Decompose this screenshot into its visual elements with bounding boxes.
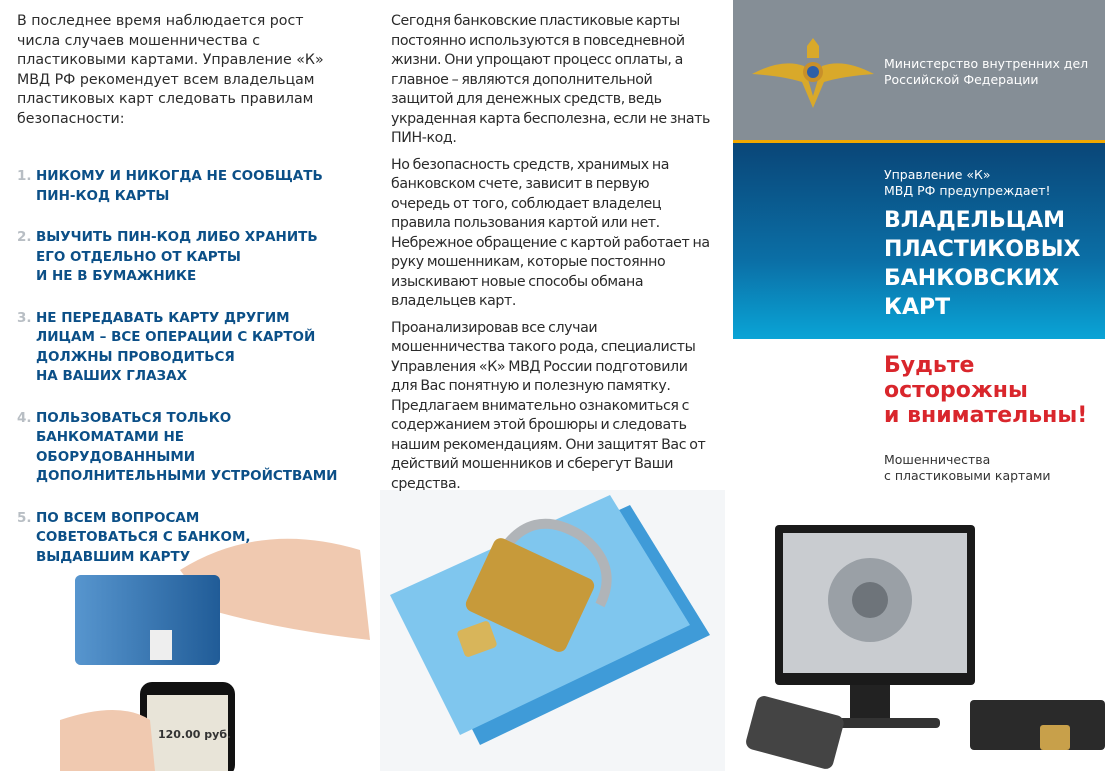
paragraph: Но безопасность средств, хранимых на банковском счете, зависит в первую очередь от того, соблюдает владелец правила пользования картой или нет. Небрежное обращение с картой работает на руку мошенникам, которые постоянно изыскивают новые способы обмана владельцев карт. bbox=[391, 156, 710, 309]
computer-safe-image bbox=[740, 520, 1105, 771]
rule-text: НЕ ПЕРЕДАВАТЬ КАРТУ ДРУГИМ ЛИЦАМ – ВСЕ ОПЕРАЦИИ С КАРТОЙ ДОЛЖНЫ ПРОВОДИТЬСЯ НА ВАШИХ ГЛАЗАХ bbox=[36, 309, 316, 384]
rule-text: ПОЛЬЗОВАТЬСЯ ТОЛЬКО БАНКОМАТАМИ НЕ ОБОРУДОВАННЫМИ ДОПОЛНИТЕЛЬНЫМИ УСТРОЙСТВАМИ bbox=[35, 409, 338, 484]
rule-text: ВЫУЧИТЬ ПИН-КОД ЛИБО ХРАНИТЬ ЕГО ОТДЕЛЬНО ОТ КАРТЫ И НЕ В БУМАЖНИКЕ bbox=[36, 229, 318, 284]
slogan: Будьте осторожны и внимательны! bbox=[884, 353, 1088, 428]
cover-subtitle: Мошенничества с пластиковыми картами bbox=[884, 452, 1051, 483]
rule-number: 4. bbox=[17, 409, 32, 426]
ministry-name: Министерство внутренних дел Российской Федерации bbox=[884, 56, 1089, 87]
paragraph: Проанализировав все случаи мошенничества такого рода, специалисты Управления «К» МВД России подготовили для Вас понятную и полезную памятку. Предлагаем внимательно ознакомиться с содержанием этой брошюры и следовать нашим рекомендациям. Они защитят Вас от действий мошенников и сберегут Ваши средства. bbox=[391, 319, 706, 492]
cover-title: ВЛАДЕЛЬЦАМ ПЛАСТИКОВЫХ БАНКОВСКИХ КАРТ bbox=[884, 208, 1081, 320]
mvd-emblem-icon bbox=[752, 36, 874, 108]
rule-item bbox=[17, 509, 347, 568]
rule-text: НИКОМУ И НИКОГДА НЕ СООБЩАТЬ ПИН-КОД КАРТЫ bbox=[36, 168, 323, 204]
warning-text: Управление «К» МВД РФ предупреждает! bbox=[884, 167, 1051, 198]
locked-cards-image bbox=[380, 490, 725, 771]
rule-number: 5. bbox=[17, 509, 32, 526]
rule-number: 2. bbox=[17, 229, 32, 245]
rule-item bbox=[17, 309, 347, 387]
intro-text: В последнее время наблюдается рост числа случаев мошенничества с пластиковыми картами. Управление «К» МВД РФ рекомендует всем владельцам пластиковых карт следовать правилам безопасности: bbox=[17, 13, 324, 127]
rule-text: ПО ВСЕМ ВОПРОСАМ СОВЕТОВАТЬСЯ С БАНКОМ, ВЫДАВШИМ КАРТУ bbox=[36, 509, 251, 565]
rule-item bbox=[17, 167, 347, 206]
rule-number: 3. bbox=[17, 309, 32, 326]
rule-number: 1. bbox=[17, 168, 32, 184]
phone-amount: 120.00 руб. bbox=[158, 728, 232, 741]
middle-column bbox=[391, 12, 711, 501]
left-column bbox=[17, 12, 347, 589]
safety-rules bbox=[17, 167, 347, 567]
rule-item bbox=[17, 228, 347, 287]
paragraph: Сегодня банковские пластиковые карты постоянно используются в повседневной жизни. Они упрощают процесс оплаты, а главное – являются дополнительной защитой для денежных средств, ведь украденная карта бесполезна, если не знать ПИН-код. bbox=[391, 13, 710, 146]
rule-item bbox=[17, 409, 347, 487]
